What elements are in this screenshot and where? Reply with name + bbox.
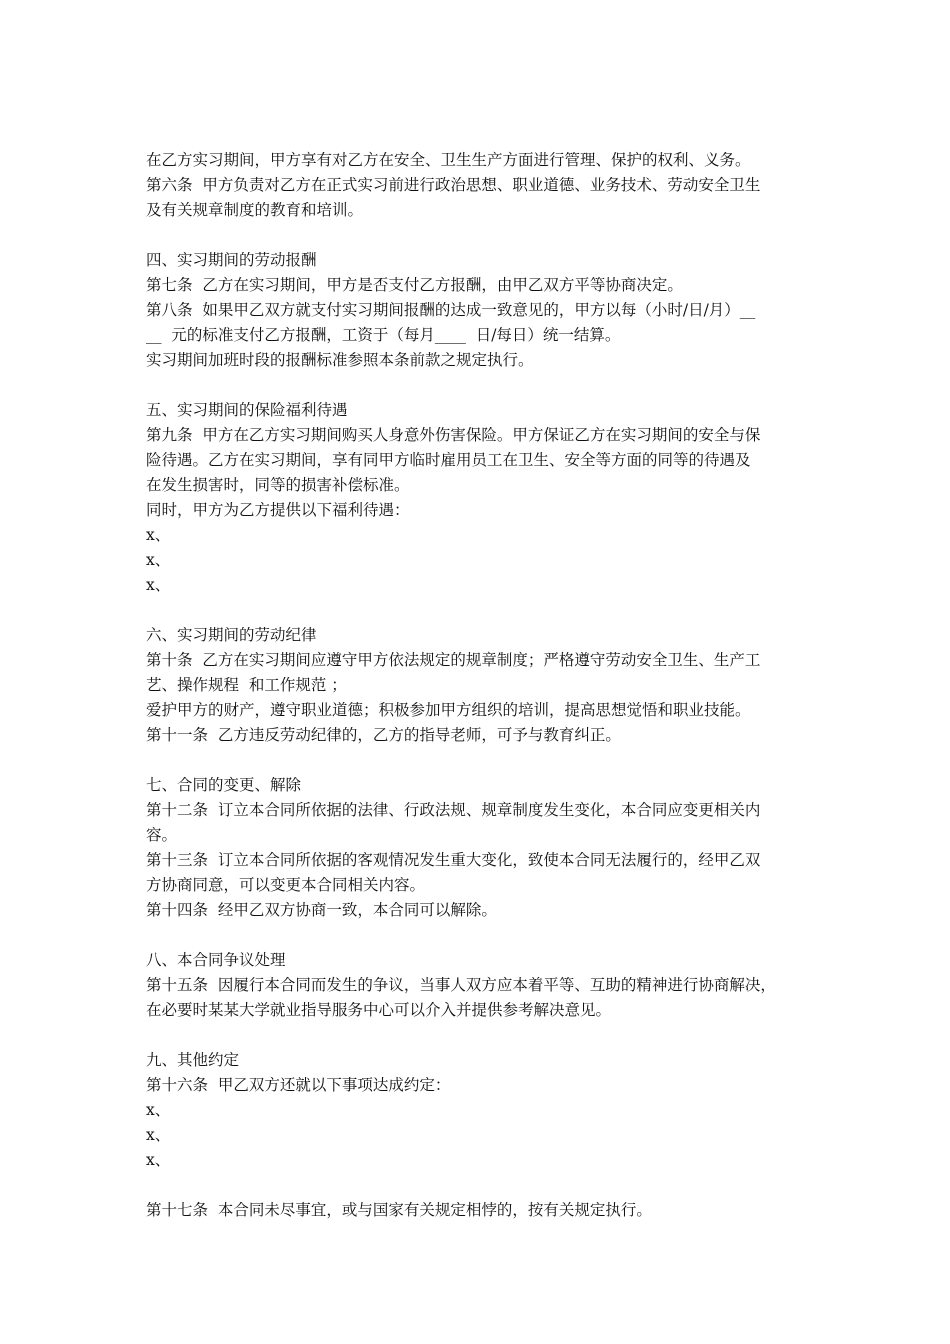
section-6 xyxy=(146,623,826,748)
list-item: x、 xyxy=(146,1151,171,1169)
article-12-line: 第十二条 订立本合同所依据的法律、行政法规、规章制度发生变化，本合同应变更相关内 xyxy=(146,801,761,819)
list-item: x、 xyxy=(146,1101,171,1119)
article-13-line: 第十三条 订立本合同所依据的客观情况发生重大变化，致使本合同无法履行的，经甲乙双 xyxy=(146,851,761,869)
text-line: 方协商同意，可以变更本合同相关内容。 xyxy=(146,876,426,894)
article-17-line: 第十七条 本合同未尽事宜，或与国家有关规定相悖的，按有关规定执行。 xyxy=(146,1201,652,1219)
spacer xyxy=(146,1023,826,1048)
section-heading: 六、实习期间的劳动纪律 xyxy=(146,626,317,644)
text-line: __ 元的标准支付乙方报酬，工资于（每月____ 日/每日）统一结算。 xyxy=(146,326,621,344)
text-line: 在必要时某某大学就业指导服务中心可以介入并提供参考解决意见。 xyxy=(146,1001,612,1019)
section-heading: 八、本合同争议处理 xyxy=(146,951,286,969)
section-8 xyxy=(146,948,826,1023)
article-9-line: 第九条 甲方在乙方实习期间购买人身意外伤害保险。甲方保证乙方在实习期间的安全与保 xyxy=(146,426,761,444)
section-5 xyxy=(146,398,826,598)
article-7-line: 第七条 乙方在实习期间，甲方是否支付乙方报酬，由甲乙双方平等协商决定。 xyxy=(146,276,683,294)
section-heading: 七、合同的变更、解除 xyxy=(146,776,302,794)
spacer xyxy=(146,748,826,773)
list-item: x、 xyxy=(146,576,171,594)
list-item: x、 xyxy=(146,551,171,569)
section-heading: 九、其他约定 xyxy=(146,1051,240,1069)
spacer xyxy=(146,373,826,398)
article-16-line: 第十六条 甲乙双方还就以下事项达成约定： xyxy=(146,1076,451,1094)
closing-block xyxy=(146,1198,826,1223)
article-6-line: 第六条 甲方负责对乙方在正式实习前进行政治思想、职业道德、业务技术、劳动安全卫生 xyxy=(146,176,761,194)
text-line: 爱护甲方的财产，遵守职业道德；积极参加甲方组织的培训，提高思想觉悟和职业技能。 xyxy=(146,701,751,719)
section-heading: 四、实习期间的劳动报酬 xyxy=(146,251,317,269)
section-4 xyxy=(146,248,826,373)
section-heading: 五、实习期间的保险福利待遇 xyxy=(146,401,348,419)
article-10-line: 第十条 乙方在实习期间应遵守甲方依法规定的规章制度；严格遵守劳动安全卫生、生产工 xyxy=(146,651,761,669)
spacer xyxy=(146,923,826,948)
list-item: x、 xyxy=(146,526,171,544)
text-line: 实习期间加班时段的报酬标准参照本条前款之规定执行。 xyxy=(146,351,534,369)
section-7 xyxy=(146,773,826,923)
spacer xyxy=(146,598,826,623)
article-8-line: 第八条 如果甲乙双方就支付实习期间报酬的达成一致意见的，甲方以每（小时/日/月）__ xyxy=(146,301,756,319)
text-line: 容。 xyxy=(146,826,178,844)
text-line: 及有关规章制度的教育和培训。 xyxy=(146,201,364,219)
intro-block xyxy=(146,148,826,223)
section-9 xyxy=(146,1048,826,1173)
article-15-line: 第十五条 因履行本合同而发生的争议，当事人双方应本着平等、互助的精神进行协商解决， xyxy=(146,976,776,994)
text-line: 险待遇。乙方在实习期间，享有同甲方临时雇用员工在卫生、安全等方面的同等的待遇及 xyxy=(146,451,751,469)
text-line: 在乙方实习期间，甲方享有对乙方在安全、卫生生产方面进行管理、保护的权利、义务。 xyxy=(146,151,751,169)
spacer xyxy=(146,1173,826,1198)
article-11-line: 第十一条 乙方违反劳动纪律的，乙方的指导老师，可予与教育纠正。 xyxy=(146,726,621,744)
spacer xyxy=(146,223,826,248)
text-line: 艺、操作规程 和工作规范 ； xyxy=(146,676,347,694)
article-14-line: 第十四条 经甲乙双方协商一致，本合同可以解除。 xyxy=(146,901,497,919)
document-page xyxy=(146,148,826,1223)
text-line: 在发生损害时，同等的损害补偿标准。 xyxy=(146,476,410,494)
list-item: x、 xyxy=(146,1126,171,1144)
text-line: 同时，甲方为乙方提供以下福利待遇： xyxy=(146,501,410,519)
